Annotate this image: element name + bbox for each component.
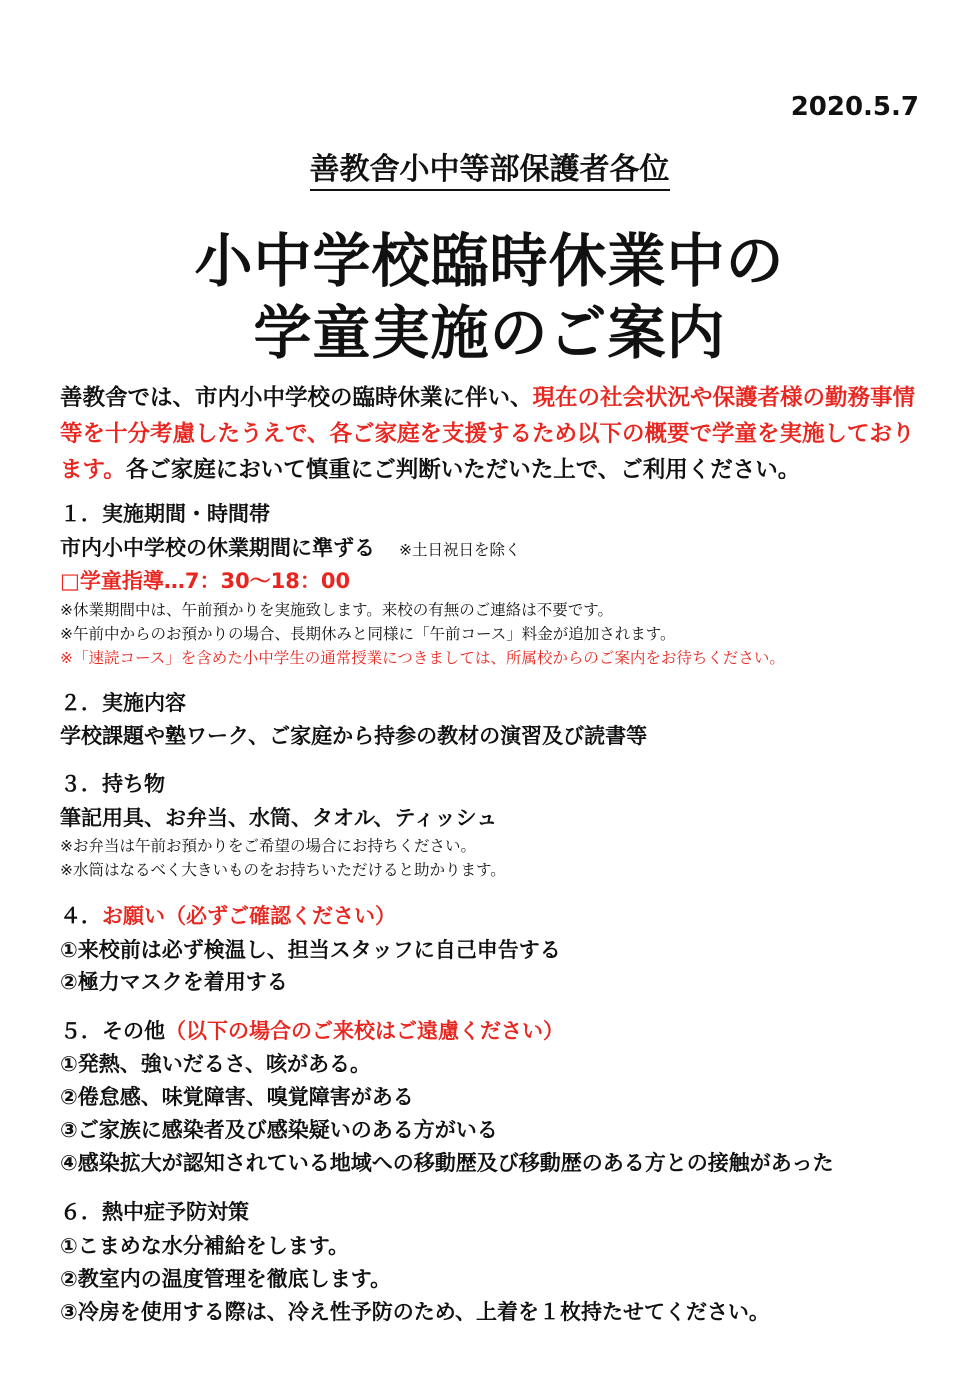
recipient-text: 善教舎小中等部保護者各位 xyxy=(310,152,670,191)
title-line-1: 小中学校臨時休業中の xyxy=(194,227,785,295)
section-4-item-1: ①来校前は必ず検温し、担当スタッフに自己申告する xyxy=(60,938,561,962)
section-2-heading: ２．実施内容 xyxy=(60,691,186,715)
section-4-title: お願い（必ずご確認ください） xyxy=(102,904,396,928)
section-5-item-2: ②倦怠感、味覚障害、嗅覚障害がある xyxy=(60,1085,414,1109)
section-2-body: 学校課題や塾ワーク、ご家庭から持参の教材の演習及び読書等 xyxy=(60,724,648,748)
recipient-line xyxy=(0,144,979,188)
intro-paragraph xyxy=(60,380,930,488)
section-6-heading: ６．熱中症予防対策 xyxy=(60,1200,249,1224)
section-5-subtitle: （以下の場合のご来校はご遠慮ください） xyxy=(165,1019,564,1043)
section-6-item-1: ①こまめな水分補給をします。 xyxy=(60,1234,350,1258)
section-4-number: ４． xyxy=(60,904,102,928)
section-6-item-3: ③冷房を使用する際は、冷え性予防のため、上着を１枚持たせてください。 xyxy=(60,1300,770,1324)
section-3-note-1: ※お弁当は午前お預かりをご希望の場合にお持ちください。 xyxy=(60,837,476,855)
section-5-item-4: ④感染拡大が認知されている地域への移動歴及び移動歴のある方との接触があった xyxy=(60,1151,834,1175)
section-3-note-2: ※水筒はなるべく大きいものをお持ちいただけると助かります。 xyxy=(60,861,506,879)
intro-part-3: 各ご家庭において慎重にご判断いただいた上で、ご利用ください。 xyxy=(125,457,801,483)
section-1-note-2: ※午前中からのお預かりの場合、長期休みと同様に「午前コース」料金が追加されます。 xyxy=(60,625,676,643)
title-line-2: 学童実施のご案内 xyxy=(253,299,726,367)
section-1-period-text: 市内小中学校の休業期間に準ずる xyxy=(60,536,375,560)
section-1-note-3: ※「速読コース」を含めた小中学生の通常授業につきましては、所属校からのご案内をお待ちください。 xyxy=(60,649,785,667)
section-5-item-3: ③ご家族に感染者及び感染疑いのある方がいる xyxy=(60,1118,498,1142)
section-4-item-2: ②極力マスクを着用する xyxy=(60,970,288,994)
section-1-hours: □学童指導…7：30～18：00 xyxy=(60,569,351,593)
section-5-title: ５．その他 xyxy=(60,1019,165,1043)
section-4-heading xyxy=(60,900,396,930)
section-3-heading: ３．持ち物 xyxy=(60,772,165,796)
document-date: 2020.5.7 xyxy=(790,92,919,122)
section-1-note-1: ※休業期間中は、午前預かりを実施致します。来校の有無のご連絡は不要です。 xyxy=(60,601,614,619)
intro-part-2: 現在の社会状況や保護者様の勤務事情等を十分考慮したうえで、各ご家庭を支援するため以下の概要で学童を実施しております。 xyxy=(60,385,916,483)
section-5-item-1: ①発熱、強いだるさ、咳がある。 xyxy=(60,1052,371,1076)
section-6-item-2: ②教室内の温度管理を徹底します。 xyxy=(60,1267,392,1291)
intro-part-1: 善教舎では、市内小中学校の臨時休業に伴い、 xyxy=(60,385,533,411)
section-1-heading: １．実施期間・時間帯 xyxy=(60,502,270,526)
section-1-period-note: ※土日祝日を除く xyxy=(399,541,521,559)
section-3-body: 筆記用具、お弁当、水筒、タオル、ティッシュ xyxy=(60,806,498,830)
section-1-period xyxy=(60,532,521,562)
section-5-heading xyxy=(60,1015,564,1045)
